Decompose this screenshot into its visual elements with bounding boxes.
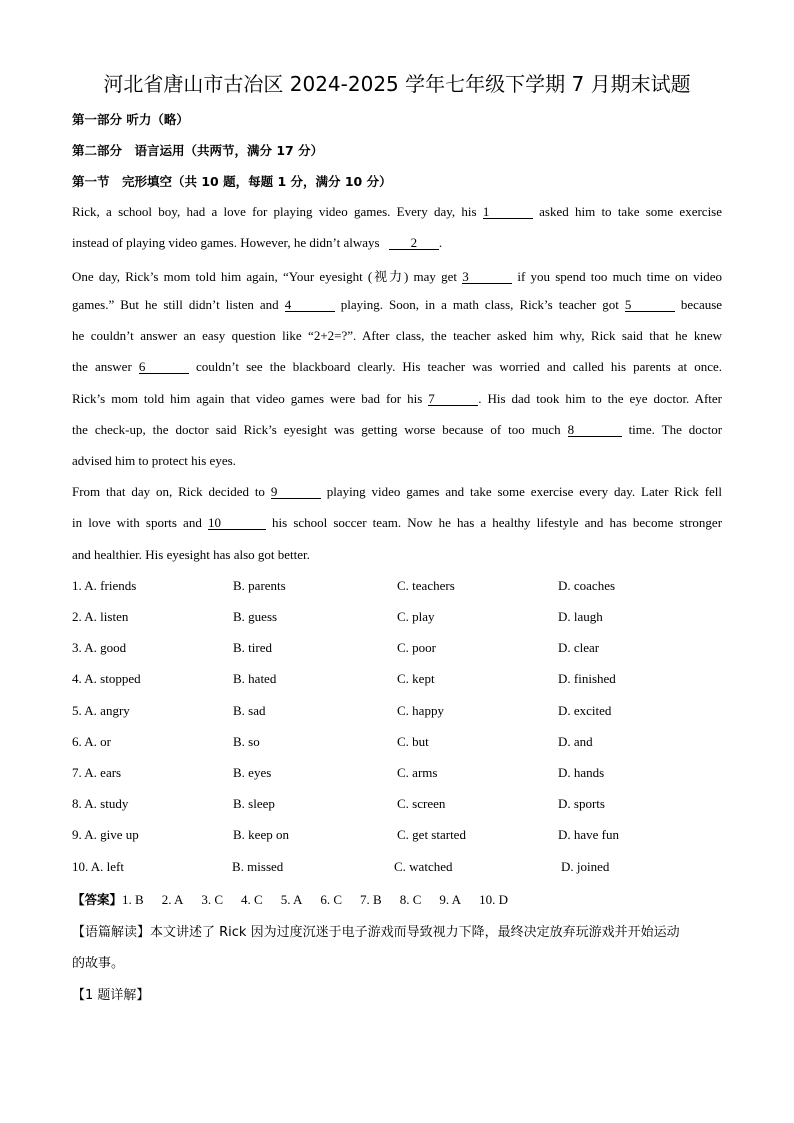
- blank-10: 10: [208, 516, 266, 530]
- passage-line-3: One day, Rick’s mom told him again, “Your eyesight (视力) may get 3 if you spend too much time on video: [72, 269, 723, 284]
- option-1b: B. parents: [233, 578, 286, 593]
- option-3a: 3. A. good: [72, 640, 127, 655]
- answer-item: 1. B: [122, 892, 144, 907]
- option-4c: C. kept: [397, 671, 435, 686]
- option-5a: 5. A. angry: [72, 703, 130, 718]
- blank-2: 2: [389, 236, 439, 250]
- blank-7: 7: [428, 392, 478, 406]
- option-1c: C. teachers: [397, 578, 455, 593]
- option-2c: C. play: [397, 609, 435, 624]
- option-9a: 9. A. give up: [72, 827, 139, 842]
- option-4d: D. finished: [558, 671, 616, 686]
- option-5d: D. excited: [558, 703, 612, 718]
- blank-8: 8: [568, 423, 622, 437]
- option-1d: D. coaches: [558, 578, 616, 593]
- blank-4: 4: [285, 298, 335, 312]
- section1-heading: 第一节 完形填空（共 10 题，每题 1 分，满分 10 分）: [72, 174, 392, 189]
- answer-item: 10. D: [479, 892, 508, 907]
- answer-item: 6. C: [320, 892, 343, 907]
- option-3c: C. poor: [397, 640, 436, 655]
- option-6a: 6. A. or: [72, 734, 111, 749]
- passage-line-10: From that day on, Rick decided to 9 playing video games and take some exercise every day. Later Rick fell: [72, 484, 723, 499]
- option-7a: 7. A. ears: [72, 765, 122, 780]
- option-10c: C. watched: [394, 859, 453, 874]
- blank-9: 9: [271, 485, 321, 499]
- option-4a: 4. A. stopped: [72, 671, 141, 686]
- blank-5: 5: [625, 298, 675, 312]
- option-9b: B. keep on: [233, 827, 289, 842]
- answer-item: 7. B: [360, 892, 382, 907]
- answer-item: 3. C: [201, 892, 224, 907]
- option-9d: D. have fun: [558, 827, 620, 842]
- option-8d: D. sports: [558, 796, 605, 811]
- option-3d: D. clear: [558, 640, 600, 655]
- answer-item: 5. A: [280, 892, 303, 907]
- part1-heading: 第一部分 听力（略）: [72, 112, 189, 127]
- detail-label: 【1 题详解】: [72, 988, 150, 1003]
- option-2a: 2. A. listen: [72, 609, 129, 624]
- blank-6: 6: [139, 360, 189, 374]
- option-4b: B. hated: [233, 671, 277, 686]
- option-8c: C. screen: [397, 796, 446, 811]
- option-7c: C. arms: [397, 765, 438, 780]
- answer-item: 8. C: [399, 892, 422, 907]
- option-2d: D. laugh: [558, 609, 603, 624]
- option-5c: C. happy: [397, 703, 444, 718]
- passage-line-1: Rick, a school boy, had a love for playing video games. Every day, his 1 asked him to take some exercise: [72, 204, 723, 219]
- option-8b: B. sleep: [233, 796, 275, 811]
- passage-line-6: the answer 6 couldn’t see the blackboard clearly. His teacher was worried and called his parents at once.: [72, 359, 722, 374]
- option-6c: C. but: [397, 734, 429, 749]
- option-6b: B. so: [233, 734, 260, 749]
- answer-label: 【答案】: [72, 892, 123, 907]
- option-1a: 1. A. friends: [72, 578, 137, 593]
- option-2b: B. guess: [233, 609, 278, 624]
- passage-line-11: in love with sports and 10 his school soccer team. Now he has a healthy lifestyle and has become stronger: [72, 515, 723, 530]
- passage-line-12: and healthier. His eyesight has also got better.: [72, 547, 310, 562]
- passage-line-7: Rick’s mom told him again that video games were bad for his 7 . His dad took him to the eye doctor. After: [72, 391, 722, 406]
- passage-line-2: instead of playing video games. However, he didn’t always 2 .: [72, 235, 443, 250]
- option-8a: 8. A. study: [72, 796, 129, 811]
- option-10b: B. missed: [232, 859, 284, 874]
- part2-heading: 第二部分 语言运用（共两节，满分 17 分）: [72, 143, 324, 158]
- blank-3: 3: [462, 270, 512, 284]
- passage-line-4: games.” But he still didn’t listen and 4 playing. Soon, in a math class, Rick’s teacher got 5 because: [72, 297, 723, 312]
- interpretation-line-2: 的故事。: [72, 956, 125, 971]
- option-6d: D. and: [558, 734, 593, 749]
- passage-line-5: he couldn’t answer an easy question like “2+2=?”. After class, the teacher asked him why, Rick said that he knew: [72, 328, 722, 343]
- answer-item: 2. A: [161, 892, 184, 907]
- option-10a: 10. A. left: [72, 859, 124, 874]
- answer-item: 4. C: [241, 892, 263, 907]
- option-9c: C. get started: [397, 827, 466, 842]
- option-7b: B. eyes: [233, 765, 272, 780]
- passage-line-9: advised him to protect his eyes.: [72, 453, 236, 468]
- option-5b: B. sad: [233, 703, 266, 718]
- answer-key: [72, 890, 526, 908]
- answer-item: 9. A: [439, 892, 462, 907]
- option-10d: D. joined: [561, 859, 610, 874]
- interpretation-line-1: 【语篇解读】本文讲述了 Rick 因为过度沉迷于电子游戏而导致视力下降，最终决定放弃玩游戏并开始运动: [72, 925, 680, 940]
- option-7d: D. hands: [558, 765, 605, 780]
- passage-line-8: the check-up, the doctor said Rick’s eyesight was getting worse because of too much 8 time. The doctor: [72, 422, 723, 437]
- blank-1: 1: [483, 205, 533, 219]
- option-3b: B. tired: [233, 640, 272, 655]
- page-title: 河北省唐山市古冶区 2024-2025 学年七年级下学期 7 月期末试题: [103, 72, 691, 96]
